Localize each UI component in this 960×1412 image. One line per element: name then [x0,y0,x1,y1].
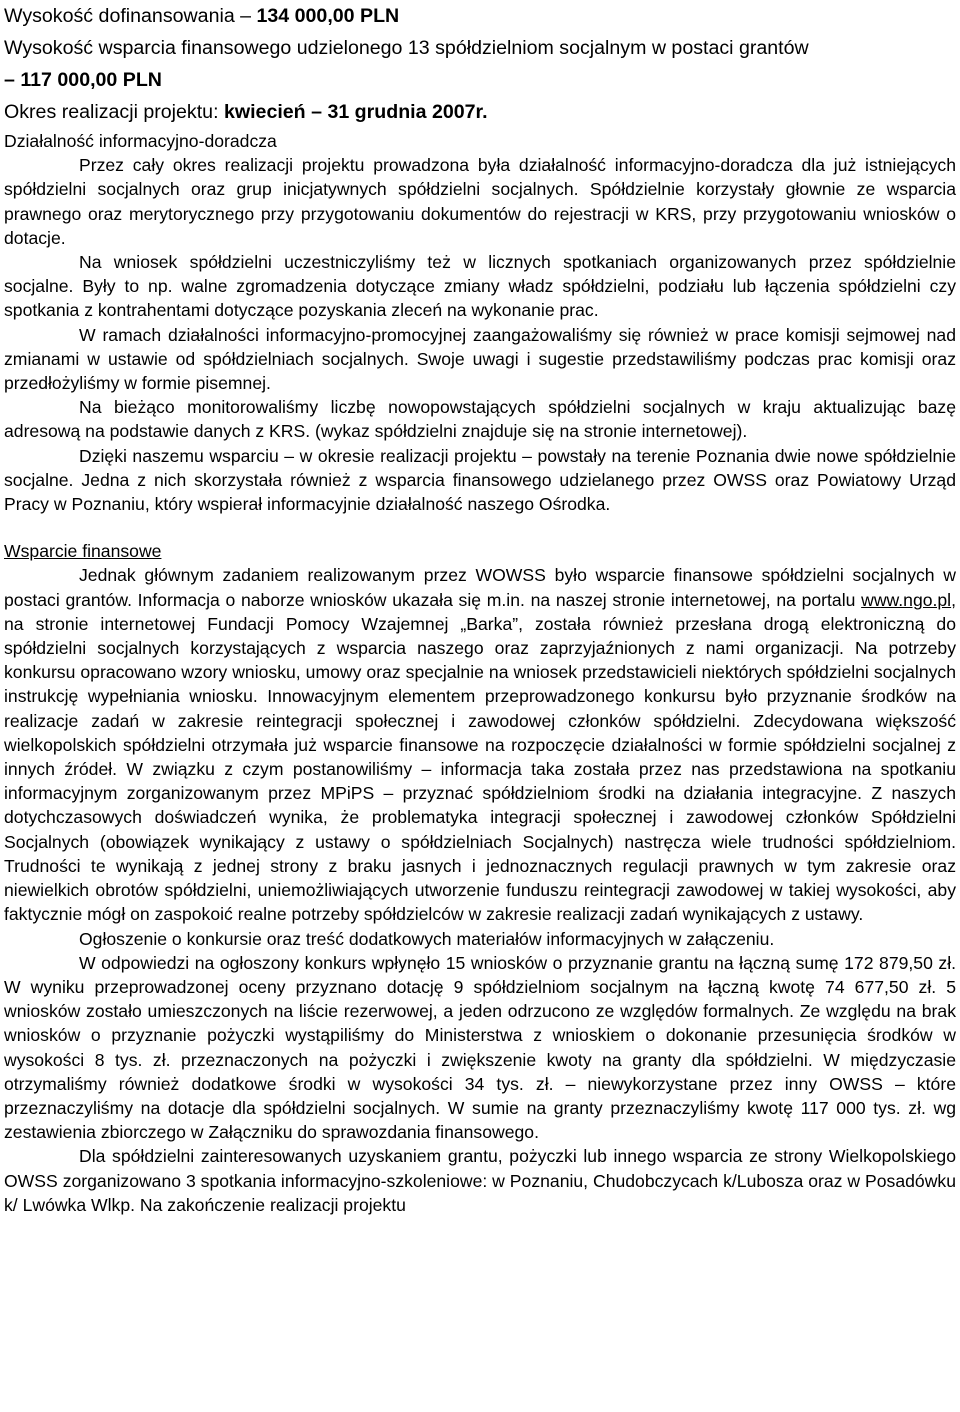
section2-title: Wsparcie finansowe [4,541,162,562]
section2-p1-text-a: Jednak głównym zadaniem realizowanym przez WOWSS było wsparcie finansowe spółdzielni socjalnych w postaci grantów. Informacja o naborze wniosków ukazała się m.in. na naszej stronie internetowej, na portalu [4,565,956,610]
document-page [4,0,956,1217]
funding-line [4,0,956,32]
section1-paragraph-1: Przez cały okres realizacji projektu prowadzona była działalność informacyjno-doradcza dla już istniejących spółdzielni socjalnych oraz grup inicjatywnych spółdzielni socjalnych. Spółdzielnie korzystały głownie ze wsparcia prawnego oraz merytorycznego przy przygotowaniu dokumentów do rejestracji w KRS, przy przygotowaniu wniosków o dotacje. [4,155,956,248]
section1-paragraph-2: Na wniosek spółdzielni uczestniczyliśmy też w licznych spotkaniach organizowanych przez spółdzielnie socjalne. Były to np. walne zgromadzenia dotyczące zmiany władz spółdzielni, podziału lub łączenia spółdzielni czy spotkania z kontrahentami dotyczące pozyskania zleceń na wykonanie prac. [4,252,956,321]
funding-value: 134 000,00 PLN [256,5,400,27]
support-value-line [4,64,956,96]
section2-paragraph-2: Ogłoszenie o konkursie oraz treść dodatkowych materiałów informacyjnych w załączeniu. [79,928,775,949]
section1-paragraph-5: Dzięki naszemu wsparciu – w okresie realizacji projektu – powstały na terenie Poznania dwie nowe spółdzielnie socjalne. Jedna z nich skorzystała również z wsparcia finansowego udzielanego przez OWSS oraz Powiatowy Urząd Pracy w Poznaniu, który wspierał informacyjnie działalność naszego Ośrodka. [4,445,956,515]
section1-paragraph-4: Na bieżąco monitorowaliśmy liczbę nowopowstających spółdzielni socjalnych w kraju aktualizując bazę adresową na podstawie danych z KRS. (wykaz spółdzielni znajduje się na stronie internetowej). [4,397,956,442]
section2-p1-text-b: , na stronie internetowej Fundacji Pomocy Wzajemnej „Barka”, została również przesłana drogą elektroniczną do spółdzielni socjalnych korzystających z wsparcia naszego oraz zaprzyjaźnionych z nami organizacji. Na potrzeby konkursu opracowano wzory wniosku, umowy oraz specjalnie na wniosek przedstawicieli niektórych spółdzielni socjalnych instrukcję wypełniania wniosku. Innowacyjnym elementem przeprowadzonego konkursu było przyznanie środków na realizacje zadań w zakresie reintegracji społecznej i zawodowej członków spółdzielni. Zdecydowana większość wielkopolskich spółdzielni otrzymała już wsparcie finansowe na rozpoczęcie działalności w formie spółdzielni socjalnej z innych źródeł. W związku z czym postanowiliśmy – informacja taka została przez nas przedstawiona na spotkaniu informacyjnym zorganizowanym przez MPiPS – przyznać spółdzielniom środki na działania integracyjne. Z naszych dotychczasowych doświadczeń wynika, że problematyka integracji społecznej i zawodowej członków Spółdzielni Socjalnych (obowiązek wynikający z ustawy o spółdzielniach Socjalnych) nastręcza wiele trudności spółdzielniom. Trudności te wynikają z jednej strony z braku jasnych i jednoznacznych regulacji prawnych w tym zakresie oraz niewielkich obrotów spółdzielni, uniemożliwiających utworzenie funduszu reintegracji zawodowej w takiej wysokości, aby faktycznie mógł on zaspokoić realne potrzeby spółdzielców w zakresie realizacji zadań wynikających z ustawy. [4,589,956,925]
period-line [4,96,956,128]
support-label: Wysokość wsparcia finansowego udzielonego 13 spółdzielniom socjalnym w postaci grantów [4,37,809,59]
period-label: Okres realizacji projektu: [4,101,224,123]
period-value: kwiecień – 31 grudnia 2007r. [223,101,488,123]
support-line [4,32,956,64]
section-gap [4,516,956,539]
section1-title: Działalność informacyjno-doradcza [4,131,277,151]
section2-paragraph-1 [4,563,956,926]
section1-paragraph-3: W ramach działalności informacyjno-promocyjnej zaangażowaliśmy się również w prace komisji sejmowej nad zmianami w ustawie od spółdzielniach socjalnych. Swoje uwagi i sugestie przedstawiliśmy podczas prac komisji oraz przedłożyliśmy w formie pisemnej. [4,324,956,394]
support-value: – 117 000,00 PLN [4,69,162,91]
funding-label: Wysokość dofinansowania – [4,5,257,27]
ngo-portal-link[interactable]: www.ngo.pl [861,589,952,610]
section2-paragraph-3: W odpowiedzi na ogłoszony konkurs wpłynęło 15 wniosków o przyznanie grantu na łączną sumę 172 879,50 zł. W wyniku przeprowadzonej oceny przyznano dotację 9 spółdzielniom socjalnym na łączną kwotę 74 677,50 zł. 5 wniosków zostało umieszczonych na liście rezerwowej, a jeden odrzucono ze względów formalnych. Ze względu na brak wniosków o przyznanie pożyczki wystąpiliśmy do Ministerstwa z wnioskiem o dokonanie przesunięcia środków w wysokości 8 tys. zł. przeznaczonych na pożyczki i zwiększenie kwoty na granty dla spółdzielni. W międzyczasie otrzymaliśmy również dodatkowe środki w wysokości 34 tys. zł. – niewykorzystane przez inny OWSS – które przeznaczyliśmy na dotacje dla spółdzielni socjalnych. W sumie na granty przeznaczyliśmy kwotę 117 000 tys. zł. wg zestawienia zbiorczego w Załączniku do sprawozdania finansowego. [4,952,956,1143]
section2-paragraph-4: Dla spółdzielni zainteresowanych uzyskaniem grantu, pożyczki lub innego wsparcia ze strony Wielkopolskiego OWSS zorganizowano 3 spotkania informacyjno-szkoleniowe: w Poznaniu, Chudobczycach k/Lubosza oraz w Posadówku k/ Lwówka Wlkp. Na zakończenie realizacji projektu [4,1146,956,1215]
